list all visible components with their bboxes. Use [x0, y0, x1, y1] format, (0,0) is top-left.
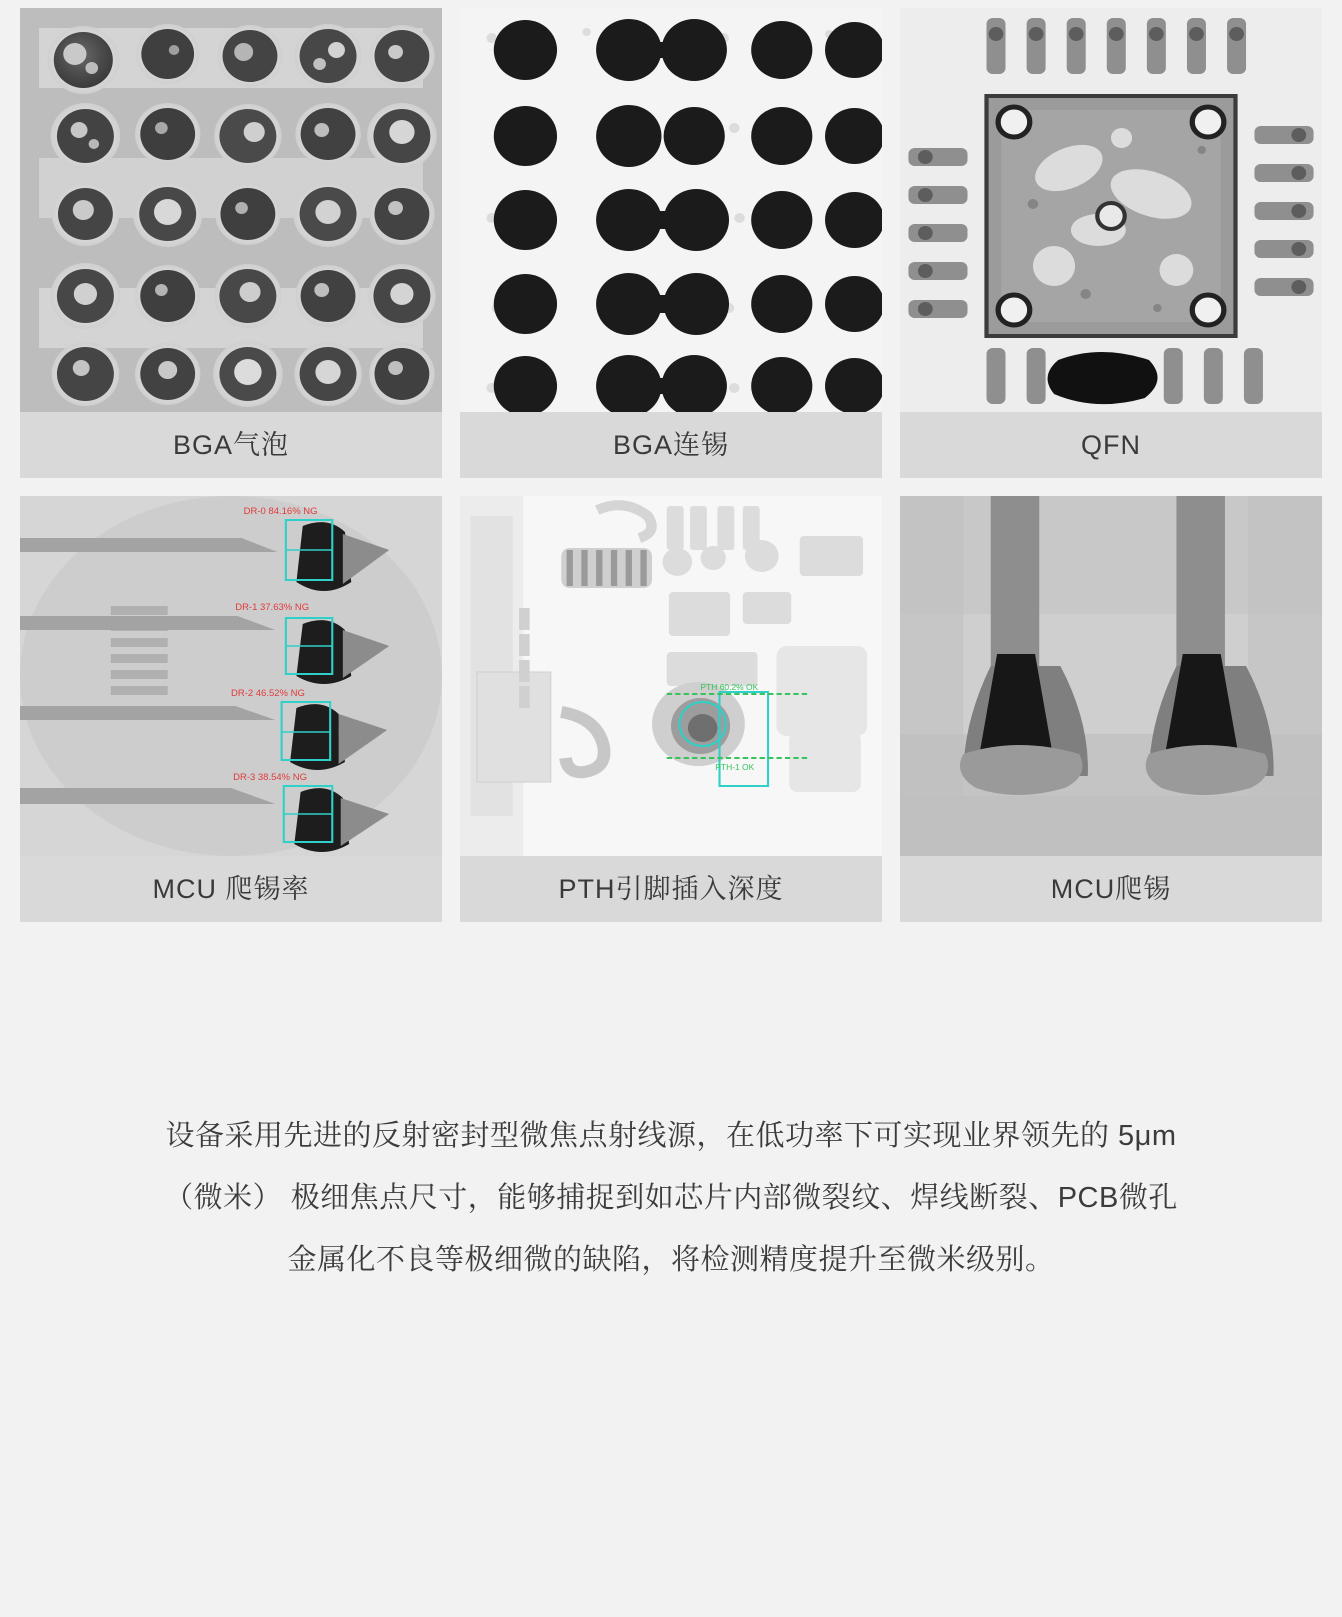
gallery-card-mcu-solder[interactable] [900, 496, 1322, 922]
xray-mcu-wetting-image [20, 496, 442, 856]
gallery-card-bga-voids[interactable] [20, 8, 442, 478]
gallery-caption-qfn: QFN [900, 412, 1322, 478]
annotation-dr3: DR-3 38.54% NG [233, 772, 307, 782]
xray-qfn-image [900, 8, 1322, 412]
description-paragraph: 设备采用先进的反射密封型微焦点射线源，在低功率下可实现业界领先的 5μm（微米） 极细焦点尺寸，能够捕捉到如芯片内部微裂纹、焊线断裂、PCB微孔金属化不良等极细微的缺陷，将检测精度提升至微米级别。 [164, 1120, 1178, 1276]
xray-pth-image [460, 496, 882, 856]
gallery-caption-pth: PTH引脚插入深度 [460, 856, 882, 922]
annotation-dr2: DR-2 46.52% NG [230, 688, 305, 698]
xray-mcu-solder-image [900, 496, 1322, 856]
gallery-card-pth[interactable] [460, 496, 882, 922]
gallery-caption-bga-voids: BGA气泡 [20, 412, 442, 478]
xray-bga-bridging-image [460, 8, 882, 412]
gallery-card-qfn[interactable] [900, 8, 1322, 478]
gallery-caption-mcu-wetting-rate: MCU 爬锡率 [20, 856, 442, 922]
image-gallery [20, 0, 1322, 922]
annotation-dr1: DR-1 37.63% NG [235, 602, 310, 612]
gallery-card-bga-bridging[interactable] [460, 8, 882, 478]
annotation-pth-1: PTH-1 OK [715, 763, 755, 772]
gallery-caption-bga-bridging: BGA连锡 [460, 412, 882, 478]
gallery-card-mcu-wetting-rate[interactable] [20, 496, 442, 922]
annotation-dr0: DR-0 84.16% NG [243, 506, 318, 516]
xray-bga-voids-image [20, 8, 442, 412]
gallery-caption-mcu-solder: MCU爬锡 [900, 856, 1322, 922]
annotation-pth-0: PTH 60.2% OK [700, 683, 759, 692]
